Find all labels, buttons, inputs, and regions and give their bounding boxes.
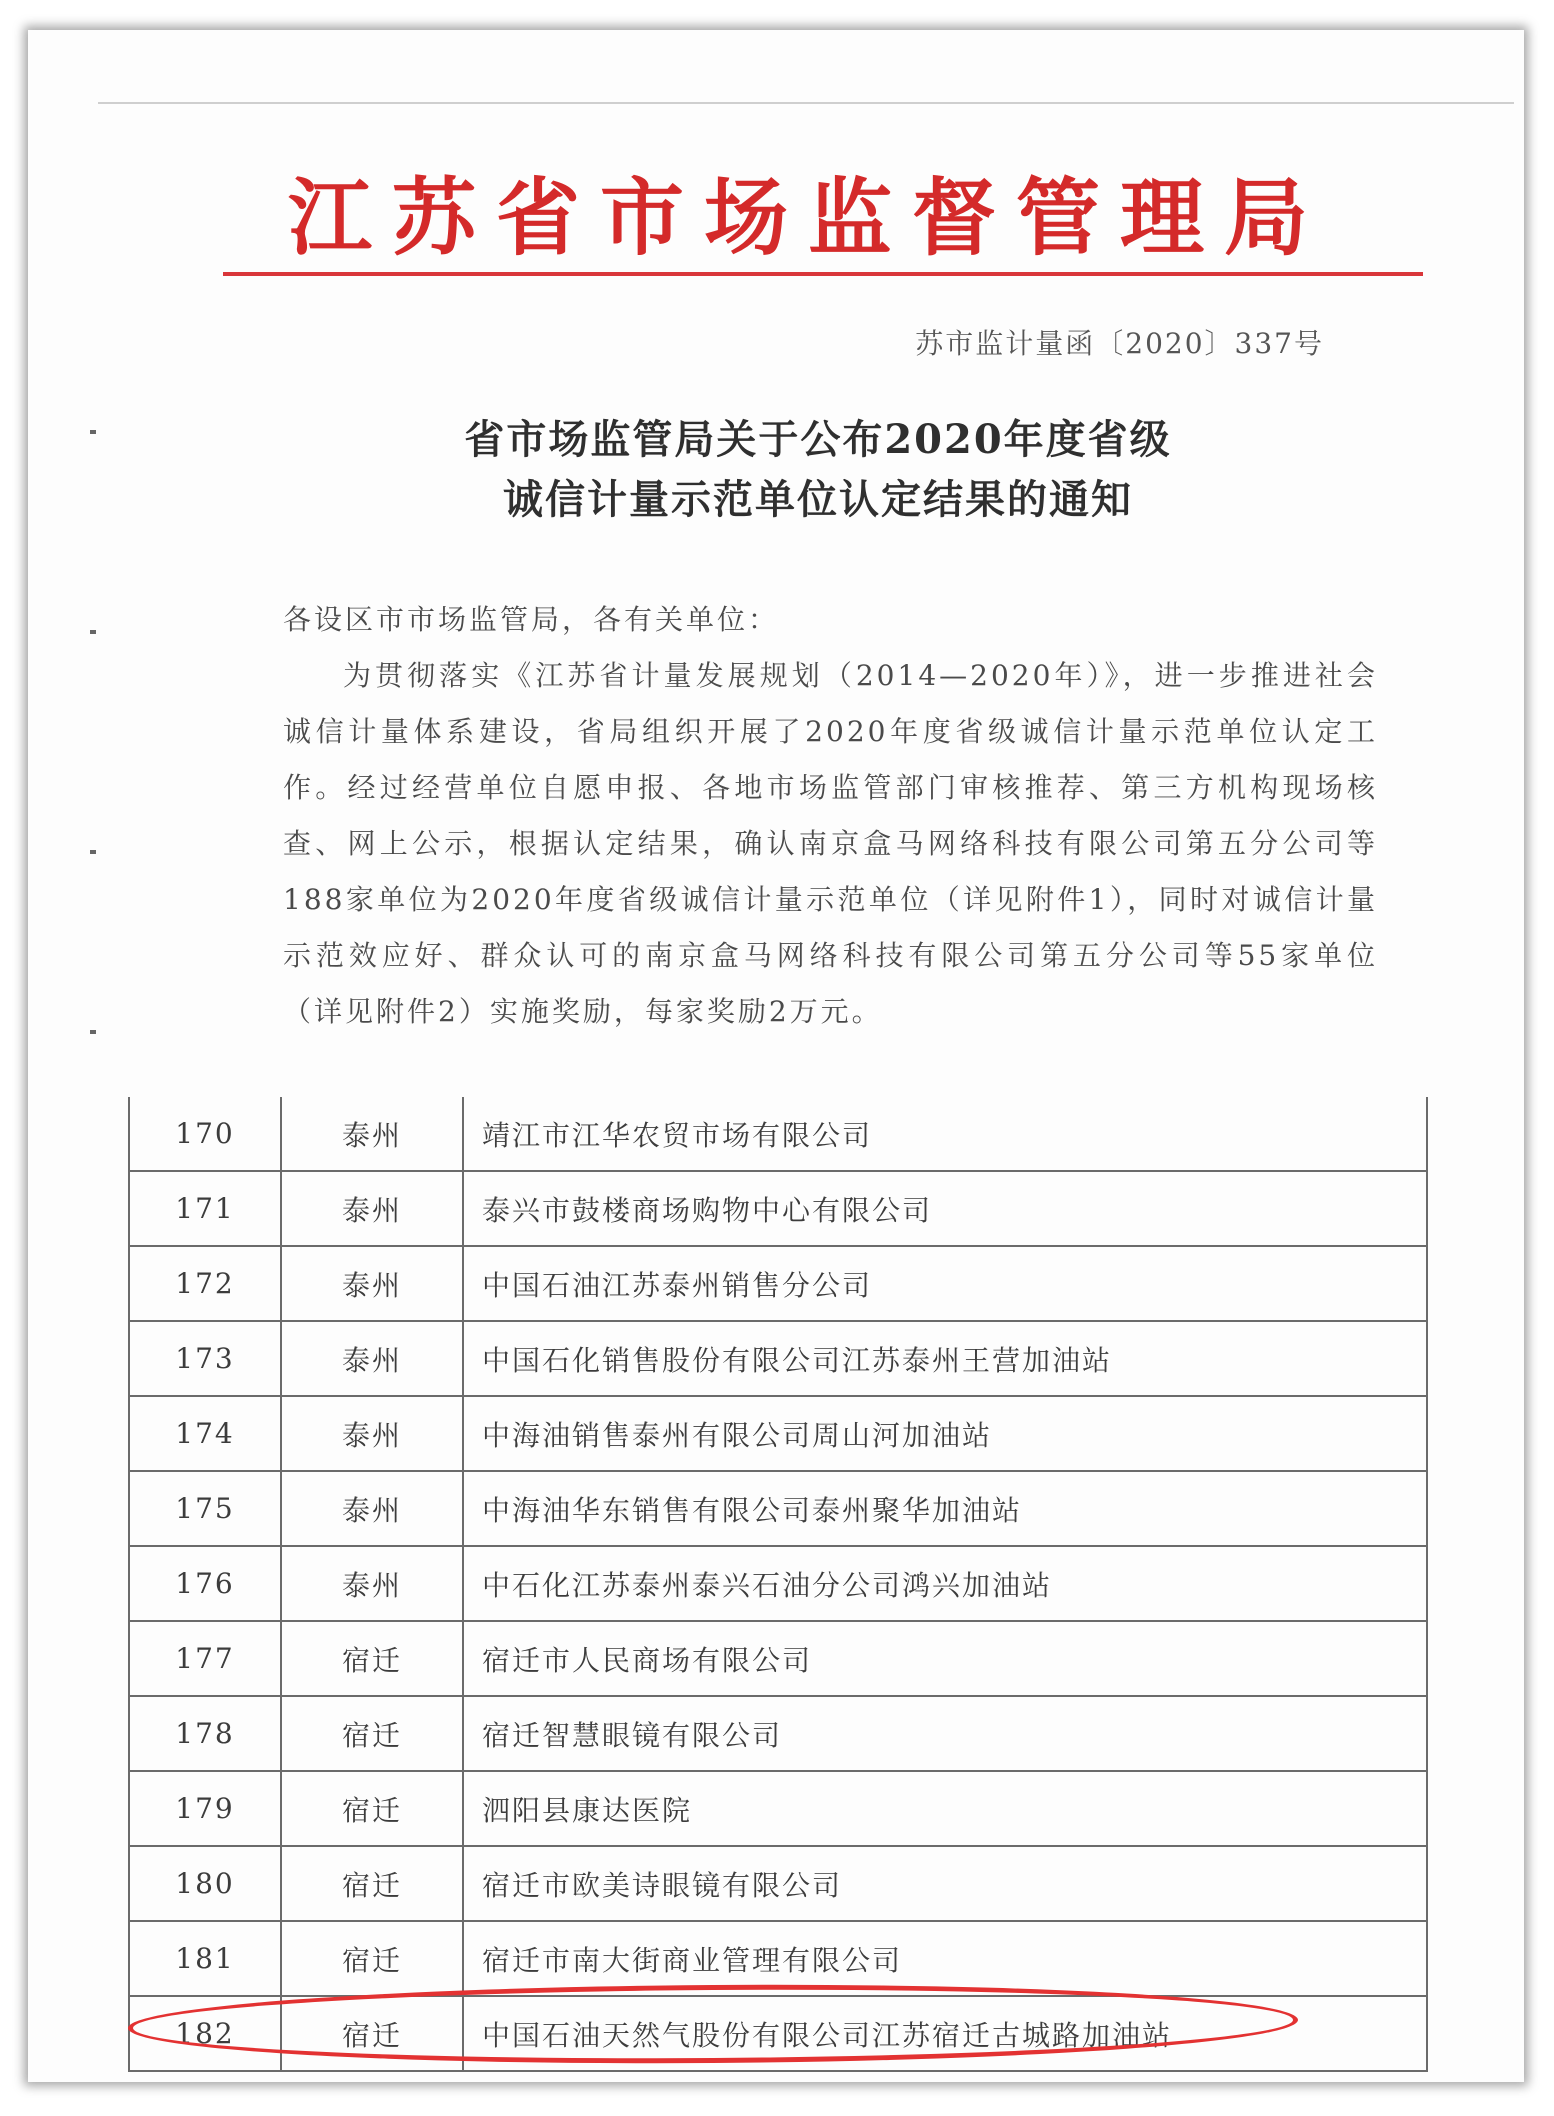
table-row xyxy=(129,1621,1427,1696)
row-city: 宿迁 xyxy=(281,1771,463,1846)
document-page xyxy=(28,30,1524,2082)
table-row xyxy=(129,1171,1427,1246)
table-row xyxy=(129,1771,1427,1846)
row-number: 177 xyxy=(129,1621,281,1696)
row-company-name: 宿迁智慧眼镜有限公司 xyxy=(463,1696,1427,1771)
row-city: 泰州 xyxy=(281,1396,463,1471)
margin-mark xyxy=(90,1030,96,1034)
row-city: 泰州 xyxy=(281,1321,463,1396)
row-number: 175 xyxy=(129,1471,281,1546)
row-city: 泰州 xyxy=(281,1246,463,1321)
row-number: 178 xyxy=(129,1696,281,1771)
row-number: 179 xyxy=(129,1771,281,1846)
row-company-name: 中海油华东销售有限公司泰州聚华加油站 xyxy=(463,1471,1427,1546)
row-company-name: 靖江市江华农贸市场有限公司 xyxy=(463,1097,1427,1171)
row-company-name: 中海油销售泰州有限公司周山河加油站 xyxy=(463,1396,1427,1471)
row-city: 宿迁 xyxy=(281,1621,463,1696)
agency-letterhead: 江苏省市场监督管理局 xyxy=(287,168,1328,267)
table-row xyxy=(129,1396,1427,1471)
salutation: 各设区市市场监管局，各有关单位： xyxy=(283,603,780,636)
table-row xyxy=(129,1696,1427,1771)
table-row xyxy=(129,1246,1427,1321)
row-company-name: 泗阳县康达医院 xyxy=(463,1771,1427,1846)
row-city: 泰州 xyxy=(281,1171,463,1246)
body-paragraph: 为贯彻落实《江苏省计量发展规划（2014—2020年）》，进一步推进社会诚信计量体系建设，省局组织开展了2020年度省级诚信计量示范单位认定工作。经过经营单位自愿申报、各地市场监管部门审核推荐、第三方机构现场核查、网上公示，根据认定结果，确认南京盒马网络科技有限公司第五分公司等188家单位为2020年度省级诚信计量示范单位（详见附件1），同时对诚信计量示范效应好、群众认可的南京盒马网络科技有限公司第五分公司等55家单位（详见附件2）实施奖励，每家奖励2万元。 xyxy=(283,659,1378,1028)
row-company-name: 中国石油天然气股份有限公司江苏宿迁古城路加油站 xyxy=(463,1996,1427,2071)
title-line-2: 诚信计量示范单位认定结果的通知 xyxy=(503,476,1133,523)
top-divider xyxy=(98,102,1514,104)
notice-title xyxy=(218,410,1418,530)
margin-mark xyxy=(90,430,96,434)
letterhead-red-rule xyxy=(223,272,1423,276)
row-number: 171 xyxy=(129,1171,281,1246)
row-number: 172 xyxy=(129,1246,281,1321)
row-company-name: 宿迁市南大街商业管理有限公司 xyxy=(463,1921,1427,1996)
row-city: 宿迁 xyxy=(281,1696,463,1771)
row-company-name: 泰兴市鼓楼商场购物中心有限公司 xyxy=(463,1171,1427,1246)
row-city: 泰州 xyxy=(281,1097,463,1171)
row-company-name: 宿迁市人民商场有限公司 xyxy=(463,1621,1427,1696)
table-row xyxy=(129,1097,1427,1171)
row-number: 170 xyxy=(129,1097,281,1171)
row-company-name: 宿迁市欧美诗眼镜有限公司 xyxy=(463,1846,1427,1921)
row-number: 182 xyxy=(129,1996,281,2071)
row-company-name: 中石化江苏泰州泰兴石油分公司鸿兴加油站 xyxy=(463,1546,1427,1621)
title-line-1: 省市场监管局关于公布2020年度省级 xyxy=(464,416,1172,463)
row-city: 宿迁 xyxy=(281,1996,463,2071)
row-company-name: 中国石油江苏泰州销售分公司 xyxy=(463,1246,1427,1321)
table-row xyxy=(129,1321,1427,1396)
row-number: 181 xyxy=(129,1921,281,1996)
row-city: 宿迁 xyxy=(281,1846,463,1921)
row-number: 176 xyxy=(129,1546,281,1621)
row-number: 173 xyxy=(129,1321,281,1396)
document-number: 苏市监计量函〔2020〕337号 xyxy=(915,327,1324,360)
row-company-name: 中国石化销售股份有限公司江苏泰州王营加油站 xyxy=(463,1321,1427,1396)
margin-mark xyxy=(90,630,96,634)
row-city: 泰州 xyxy=(281,1546,463,1621)
attachment-table xyxy=(128,1097,1428,2072)
table-row xyxy=(129,1471,1427,1546)
notice-body xyxy=(283,592,1378,1040)
row-number: 180 xyxy=(129,1846,281,1921)
table-row xyxy=(129,1846,1427,1921)
row-number: 174 xyxy=(129,1396,281,1471)
row-city: 泰州 xyxy=(281,1471,463,1546)
margin-mark xyxy=(90,850,96,854)
table-row xyxy=(129,1546,1427,1621)
row-city: 宿迁 xyxy=(281,1921,463,1996)
